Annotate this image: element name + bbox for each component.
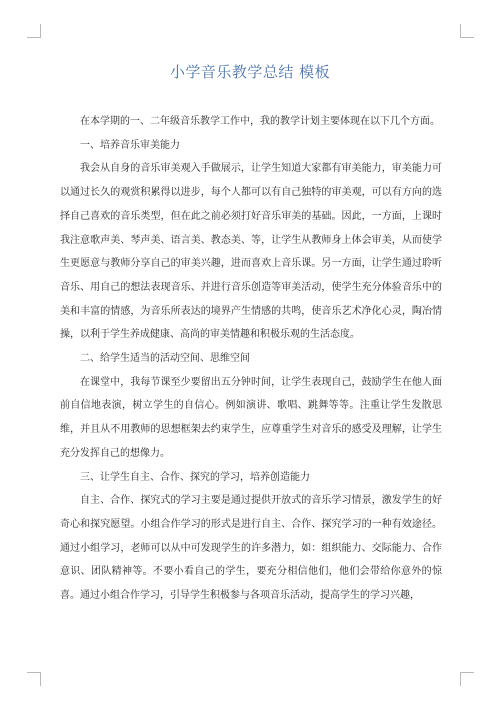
intro-paragraph: 在本学期的一、二年级音乐教学工作中，我的教学计划主要体现在以下几个方面。 bbox=[80, 116, 440, 127]
section-1-paragraph: 我会从自身的音乐审美观入手做展示，让学生知道大家都有审美能力，审美能力可以通过长久的观赏积累得以进步，每个人都可以有自己独特的审美观，可以有方向的选择自己喜欢的音乐类型，但在此之前必须打好音乐审美的基础。因此，一方面，上课时我注意歌声美、琴声美、语言美、教态美、等，让学生从教师身上体会审美，从而使学生更愿意与教师分享自己的审美兴趣，进而喜欢上音乐课。另一方面，让学生通过聆听音乐、用自己的想法表现音乐、并进行音乐创造等审美活动，使学生充分体验音乐中的美和丰富的情感，为音乐所表达的境界产生情感的共鸣，使音乐艺术净化心灵，陶冶情操，以利于学生养成健康、高尚的审美情趣和积极乐观的生活态度。 bbox=[60, 163, 442, 341]
section-heading-1: 一、培养音乐审美能力 bbox=[80, 139, 180, 151]
crop-mark-top-left bbox=[27, 24, 41, 38]
section-2-paragraph: 在课堂中，我每节课至少要留出五分钟时间，让学生表现自己，鼓励学生在他人面前自信地表演，树立学生的自信心。例如演讲、歌唱、跳舞等等。注重让学生发散思维，并且从不用教师的思想框架去约束学生，应尊重学生对音乐的感受及理解，让学生充分发挥自己的想像力。 bbox=[60, 376, 442, 459]
crop-mark-top-right bbox=[460, 24, 474, 38]
document-title: 小学音乐教学总结 模板 bbox=[169, 63, 331, 81]
section-heading-2: 二、给学生适当的活动空间、思维空间 bbox=[80, 353, 250, 365]
crop-mark-bottom-right bbox=[460, 672, 474, 686]
section-3-paragraph: 自主、合作、探究式的学习主要是通过提供开放式的音乐学习情景，激发学生的好奇心和探究愿望。小组合作学习的形式是进行自主、合作、探究学习的一种有效途径。通过小组学习，老师可以从中可发现学生的许多潜力，如：组织能力、交际能力、合作意识、团队精神等。不要小看自己的学生，要充分相信他们，他们会带给你意外的惊喜。通过小组合作学习，引导学生积极参与各项音乐活动，提高学生的学习兴趣， bbox=[60, 495, 442, 602]
section-heading-3: 三、让学生自主、合作、探究的学习，培养创造能力 bbox=[80, 471, 310, 483]
document-body bbox=[60, 110, 442, 608]
crop-mark-bottom-left bbox=[27, 672, 41, 686]
